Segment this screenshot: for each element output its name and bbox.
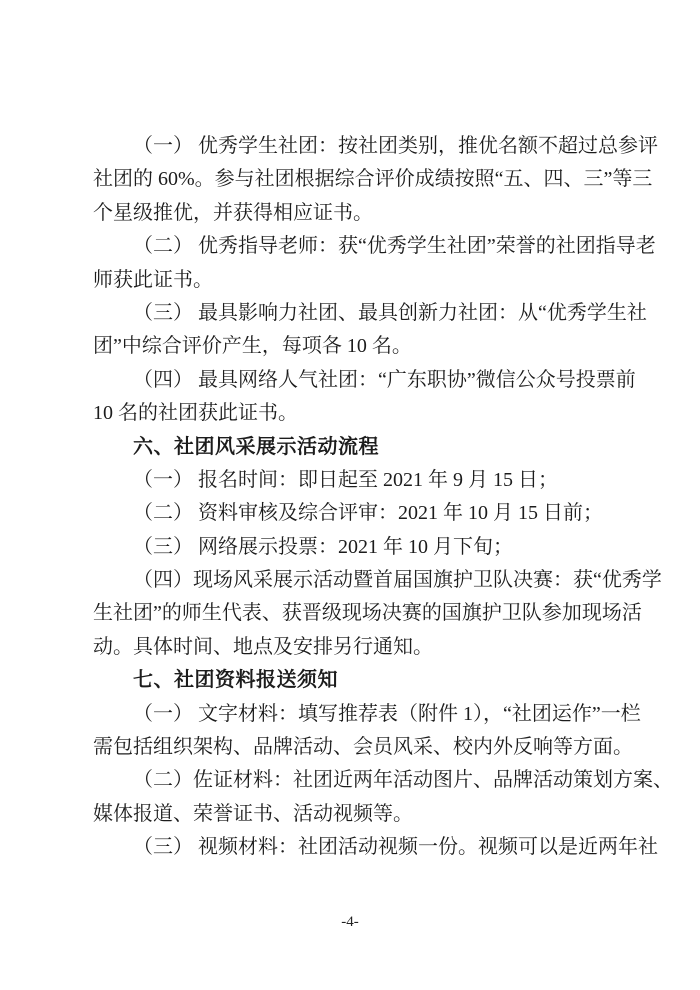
text-line: 社团的 60%。参与社团根据综合评价成绩按照“五、四、三”等三 <box>93 168 653 191</box>
text-line: 个星级推优，并获得相应证书。 <box>93 201 373 224</box>
text-line: 动。具体时间、地点及安排另行通知。 <box>93 635 433 658</box>
text-line: （二） 优秀指导老师：获“优秀学生社团”荣誉的社团指导老 <box>133 235 656 258</box>
text-line: 团”中综合评价产生，每项各 10 名。 <box>93 335 412 358</box>
text-line: （二） 资料审核及综合评审：2021 年 10 月 15 日前； <box>133 502 603 525</box>
text-line: （三） 最具影响力社团、最具创新力社团：从“优秀学生社 <box>133 301 647 324</box>
text-line: 媒体报道、荣誉证书、活动视频等。 <box>93 802 413 825</box>
text-line: （四） 最具网络人气社团：“广东职协”微信公众号投票前 <box>133 368 636 391</box>
text-line: （三） 网络展示投票：2021 年 10 月下旬； <box>133 535 513 558</box>
text-line: （四）现场风采展示活动暨首届国旗护卫队决赛：获“优秀学 <box>133 569 662 592</box>
text-line: （三） 视频材料：社团活动视频一份。视频可以是近两年社 <box>133 836 658 859</box>
document-body <box>93 130 673 865</box>
text-line: （一） 优秀学生社团：按社团类别，推优名额不超过总参评 <box>133 135 658 157</box>
text-line: （一） 文字材料：填写推荐表（附件 1），“社团运作”一栏 <box>133 702 641 725</box>
text-line: 师获此证书。 <box>93 268 213 291</box>
text-line: 需包括组织架构、品牌活动、会员风采、校内外反响等方面。 <box>93 736 633 759</box>
text-line: （二）佐证材料：社团近两年活动图片、品牌活动策划方案、 <box>133 769 673 792</box>
text-line: （一） 报名时间：即日起至 2021 年 9 月 15 日； <box>133 468 558 491</box>
text-line: 生社团”的师生代表、获晋级现场决赛的国旗护卫队参加现场活 <box>93 602 642 625</box>
page-footer <box>0 914 700 931</box>
section-heading: 六、社团风采展示活动流程 <box>133 435 379 458</box>
section-heading: 七、社团资料报送须知 <box>133 669 338 692</box>
text-line: 10 名的社团获此证书。 <box>93 402 298 425</box>
page-number: -4- <box>341 914 359 930</box>
